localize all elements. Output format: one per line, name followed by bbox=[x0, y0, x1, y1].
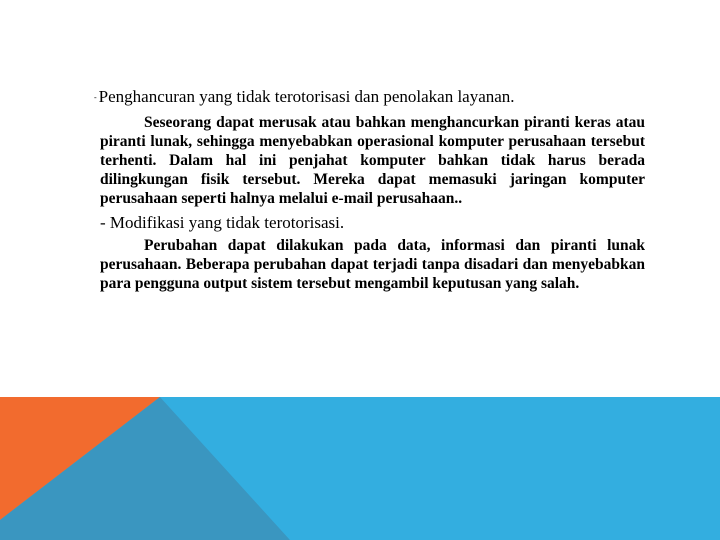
paragraph-destruction: Seseorang dapat merusak atau bahkan menghancurkan piranti keras atau piranti lunak, sehingga menyebabkan operasional komputer perusahaan tersebut terhenti. Dalam hal ini penjahat komputer bahkan tidak harus berada dilingkungan fisik tersebut. Mereka dapat memasuki jaringan komputer perusahaan seperti halnya melalui e-mail perusahaan.. bbox=[100, 114, 645, 208]
heading-destruction-text: Penghancuran yang tidak terotorisasi dan penolakan layanan. bbox=[98, 87, 515, 106]
heading-bullet: - bbox=[94, 93, 97, 103]
heading-destruction bbox=[94, 86, 645, 109]
paragraph-modification: Perubahan dapat dilakukan pada data, informasi dan piranti lunak perusahaan. Beberapa perubahan dapat terjadi tanpa disadari dan menyebabkan para pengguna output sistem tersebut mengambil keputusan yang salah. bbox=[100, 237, 645, 293]
heading-modification: - Modifikasi yang tidak terotorisasi. bbox=[100, 213, 345, 233]
text-content bbox=[94, 86, 645, 293]
